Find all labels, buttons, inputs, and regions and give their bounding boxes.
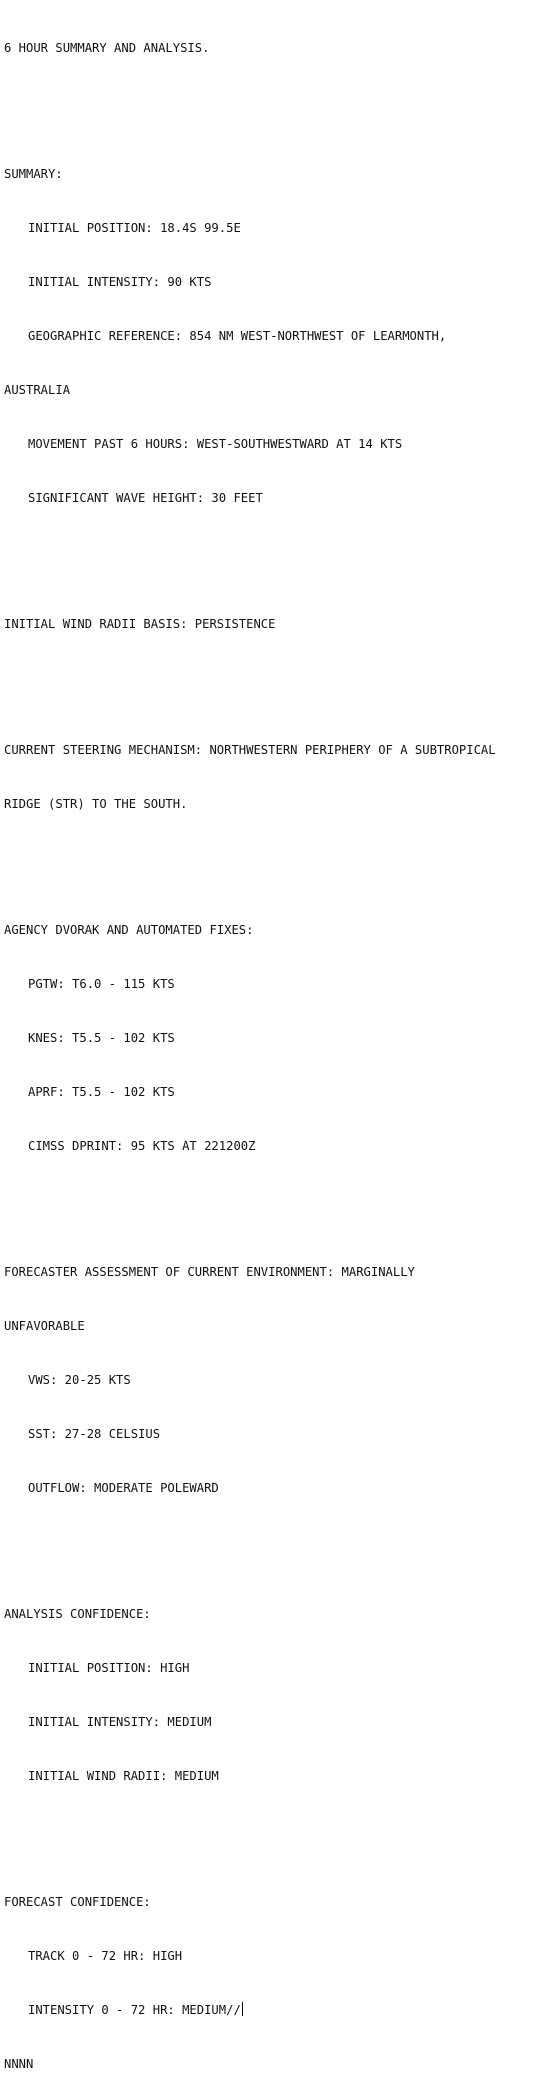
- blank-line: [4, 543, 556, 561]
- text-cursor: [242, 2002, 243, 2016]
- summary-movement: MOVEMENT PAST 6 HOURS: WEST-SOUTHWESTWARD AT 14 KTS: [28, 437, 403, 451]
- environment-outflow: OUTFLOW: MODERATE POLEWARD: [28, 1481, 219, 1495]
- fix-cimss: CIMSS DPRINT: 95 KTS AT 221200Z: [28, 1139, 256, 1153]
- forecast-confidence-track: TRACK 0 - 72 HR: HIGH: [28, 1949, 183, 1963]
- fixes-heading: AGENCY DVORAK AND AUTOMATED FIXES:: [4, 923, 254, 937]
- summary-geographic-reference-cont: AUSTRALIA: [4, 383, 71, 397]
- forecast-confidence-intensity: INTENSITY 0 - 72 HR: MEDIUM//: [28, 2003, 241, 2017]
- blank-line: [4, 93, 556, 111]
- summary-wave-height: SIGNIFICANT WAVE HEIGHT: 30 FEET: [28, 491, 263, 505]
- fix-aprf: APRF: T5.5 - 102 KTS: [28, 1085, 175, 1099]
- summary-initial-intensity: INITIAL INTENSITY: 90 KTS: [28, 275, 212, 289]
- bulletin-title: 6 HOUR SUMMARY AND ANALYSIS.: [4, 41, 210, 55]
- summary-initial-position: INITIAL POSITION: 18.4S 99.5E: [28, 221, 241, 235]
- analysis-confidence-wind-radii: INITIAL WIND RADII: MEDIUM: [28, 1769, 219, 1783]
- blank-line: [4, 849, 556, 867]
- environment-sst: SST: 27-28 CELSIUS: [28, 1427, 161, 1441]
- analysis-confidence-heading: ANALYSIS CONFIDENCE:: [4, 1607, 151, 1621]
- analysis-confidence-position: INITIAL POSITION: HIGH: [28, 1661, 190, 1675]
- environment-vws: VWS: 20-25 KTS: [28, 1373, 131, 1387]
- summary-heading: SUMMARY:: [4, 167, 63, 181]
- blank-line: [4, 1191, 556, 1209]
- fix-pgtw: PGTW: T6.0 - 115 KTS: [28, 977, 175, 991]
- fix-knes: KNES: T5.5 - 102 KTS: [28, 1031, 175, 1045]
- summary-geographic-reference: GEOGRAPHIC REFERENCE: 854 NM WEST-NORTHWEST OF LEARMONTH,: [28, 329, 447, 343]
- steering-mechanism-cont: RIDGE (STR) TO THE SOUTH.: [4, 797, 188, 811]
- forecast-confidence-intensity-line: [4, 2001, 556, 2019]
- analysis-confidence-intensity: INITIAL INTENSITY: MEDIUM: [28, 1715, 212, 1729]
- environment-assessment: FORECASTER ASSESSMENT OF CURRENT ENVIRONMENT: MARGINALLY: [4, 1265, 415, 1279]
- end-marker: NNNN: [4, 2057, 34, 2071]
- bulletin-text-area[interactable]: [4, 3, 556, 2091]
- blank-line: [4, 1821, 556, 1839]
- wind-radii-basis: INITIAL WIND RADII BASIS: PERSISTENCE: [4, 617, 276, 631]
- forecast-confidence-heading: FORECAST CONFIDENCE:: [4, 1895, 151, 1909]
- blank-line: [4, 669, 556, 687]
- steering-mechanism: CURRENT STEERING MECHANISM: NORTHWESTERN PERIPHERY OF A SUBTROPICAL: [4, 743, 496, 757]
- environment-assessment-cont: UNFAVORABLE: [4, 1319, 85, 1333]
- blank-line: [4, 1533, 556, 1551]
